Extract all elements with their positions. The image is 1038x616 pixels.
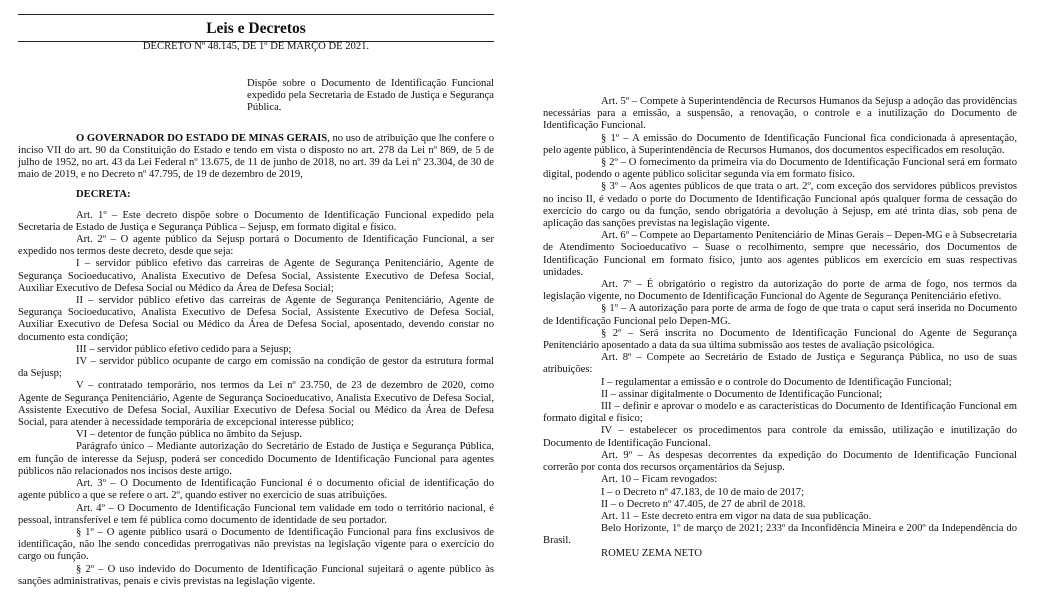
left-column [18,78,494,588]
section-header [18,14,494,42]
article-paragraph: § 1º – A autorização para porte de arma de fogo de que trata o caput será inserida no Documento de Identificação Funcional pelo Depen-MG. [543,303,1017,327]
signature-date-line: Belo Horizonte, 1º de março de 2021; 233º da Inconfidência Mineira e 200º da Independência do Brasil. [543,523,1017,547]
signatory-name: ROMEU ZEMA NETO [601,547,703,559]
article-paragraph: IV – estabelecer os procedimentos para controle da emissão, utilização e inutilização do Documento de Identificação Funcional. [543,425,1017,449]
article-paragraph: I – o Decreto nº 47.183, de 10 de maio de 2017; [601,486,805,498]
article-paragraph: I – regulamentar a emissão e o controle do Documento de Identificação Funcional; [601,376,952,388]
decreta-heading: DECRETA: [76,189,131,201]
article-paragraph: Art. 3º – O Documento de Identificação Funcional é o documento oficial de identificação do agente público a que se refere o art. 2º, quando estiver no exercício de suas atribuições. [18,478,494,502]
article-paragraph: Parágrafo único – Mediante autorização do Secretário de Estado de Justiça e Segurança Pública, em função de interesse da Sejusp, poderá ser concedido Documento de Identificação Funcional para agentes públicos não relacionados nos incisos deste artigo. [18,441,494,477]
article-paragraph: Art. 9º – As despesas decorrentes da expedição do Documento de Identificação Funcional correrão por conta dos recursos orçamentários da Sejusp. [543,449,1017,474]
article-paragraph: § 1º – A emissão do Documento de Identificação Funcional fica condicionada à apresentação, pelo agente público, à Superintendência de Recursos Humanos, dos documentos especificados em resolução. [543,132,1017,156]
preamble-governor: O GOVERNADOR DO ESTADO DE MINAS GERAIS [76,132,328,144]
article-paragraph: Art. 7º – É obrigatório o registro da autorização do porte de arma de fogo, nos termos da legislação vigente, no Documento de Identificação Funcional do Agente de Segurança Penitenciário efetivo. [543,279,1017,303]
article-paragraph: II – assinar digitalmente o Documento de Identificação Funcional; [601,388,883,400]
article-paragraph: V – contratado temporário, nos termos da Lei nº 23.750, de 23 de dezembro de 2020, como Agente de Segurança Penitenciário, Agente de Segurança Socioeducativo, Analista Executivo de Defesa Social, Assistente Executivo de Defesa Social, Auxiliar Executivo de Defesa Social ou Médico da Área de Defesa Social, para atender à necessidade temporária de excepcional interesse público; [18,380,494,429]
section-title: Leis e Decretos [206,20,306,37]
article-paragraph: Art. 11 – Este decreto entra em vigor na data de sua publicação. [601,510,872,522]
article-paragraph: Art. 4º – O Documento de Identificação Funcional tem validade em todo o território nacional, é pessoal, intransferível e tem fé pública como documento de identidade de seu portador. [18,502,494,526]
article-paragraph: § 1º – O agente público usará o Documento de Identificação Funcional para fins exclusivos de identificação, não lhe sendo concedidas prerrogativas não previstas na legislação vigente para o exercício do cargo ou função. [18,526,494,563]
article-paragraph: VI – detentor de função pública no âmbito da Sejusp. [76,429,302,441]
article-paragraph: Art. 1º – Este decreto dispõe sobre o Documento de Identificação Funcional expedido pela Secretaria de Estado de Justiça e Segurança Pública – Sejusp, em formato digital e físico. [18,209,494,233]
article-paragraph: Art. 6º – Compete ao Departamento Penitenciário de Minas Gerais – Depen-MG e à Subsecretaria de Atendimento Socioeducativo – Suase o recolhimento, sempre que necessário, dos Documentos de Identificação Funcional em formato físico, junto aos agentes públicos em exercício em suas respectivas unidades. [543,230,1018,278]
article-paragraph: § 2º – O fornecimento da primeira via do Documento de Identificação Funcional será em formato digital, podendo o agente público solicitar segunda via em formato físico. [543,157,1017,181]
right-column [543,96,1017,560]
article-paragraph: Art. 2º – O agente público da Sejusp portará o Documento de Identificação Funcional, a ser expedido nos termos deste decreto, desde que seja: [18,234,494,258]
article-paragraph: § 2º – Será inscrita no Documento de Identificação Funcional do Agente de Segurança Penitenciário aposentado a data da sua última submissão aos testes de avaliação psicológica. [543,327,1017,352]
article-paragraph: II – o Decreto nº 47.405, de 27 de abril de 2018. [601,498,806,510]
article-paragraph: Art. 8º – Compete ao Secretário de Estado de Justiça e Segurança Pública, no uso de suas atribuições: [543,352,1017,376]
decree-ementa: Dispõe sobre o Documento de Identificação Funcional expedido pela Secretaria de Estado de Justiça e Segurança Pública. [247,78,494,114]
article-paragraph: Art. 5º – Compete à Superintendência de Recursos Humanos da Sejusp a adoção das providências necessárias para a emissão, a suspensão, a renovação, o controle e a inutilização do Documento de Identificação Funcional. [543,96,1017,132]
preamble [18,133,494,182]
article-paragraph: § 2º – O uso indevido do Documento de Identificação Funcional sujeitará o agente público às sanções administrativas, penais e civis previstas na legislação vigente. [18,563,494,587]
decree-number: DECRETO Nº 48.145, DE 1º DE MARÇO DE 2021. [142,41,370,52]
header-top-rule [18,14,494,15]
article-paragraph: Art. 10 – Ficam revogados: [601,474,718,486]
preamble-text: , no uso de atribuição que lhe confere o inciso VII do art. 90 da Constituição do Estado e tendo em vista o disposto no art. 278 da Lei nº 869, de 5 de julho de 1952, no art. 43 da Lei Federal nº 13.675, de 11 de junho de 2018, no art. 39 da Lei nº 23.304, de 30 de maio de 2019, e no Decreto nº 47.795, de 19 de dezembro de 2019, [18,132,494,181]
article-paragraph: § 3º – Aos agentes públicos de que trata o art. 2º, com exceção dos servidores públicos previstos no inciso II, é vedado o porte do Documento de Identificação Funcional após qualquer forma de cessação do exercício do cargo ou da função, sendo obrigatória a devolução à Sejusp, em até trinta dias, sob pena de aplicação das sanções previstas na legislação vigente. [543,181,1017,230]
article-paragraph: II – servidor público efetivo das carreiras de Agente de Segurança Penitenciário, Agente de Segurança Socioeducativo, Analista Executivo de Defesa Social, Assistente Executivo de Defesa Social, Auxiliar Executivo de Defesa Social ou Médico da Área de Defesa Social, aposentado, devendo constar no documento esta condição; [18,295,494,343]
article-paragraph: III – servidor público efetivo cedido para a Sejusp; [76,343,292,355]
article-paragraph: IV – servidor público ocupante de cargo em comissão na condição de gestor da estrutura formal da Sejusp; [18,356,494,380]
article-paragraph: III – definir e aprovar o modelo e as características do Documento de Identificação Funcional em formato digital e físico; [543,401,1017,425]
article-paragraph: I – servidor público efetivo das carreiras de Agente de Segurança Penitenciário, Agente de Segurança Socioeducativo, Analista Executivo de Defesa Social, Assistente Executivo de Defesa Social, Auxiliar Executivo de Defesa Social ou Médico da Área de Defesa Social; [18,258,494,294]
